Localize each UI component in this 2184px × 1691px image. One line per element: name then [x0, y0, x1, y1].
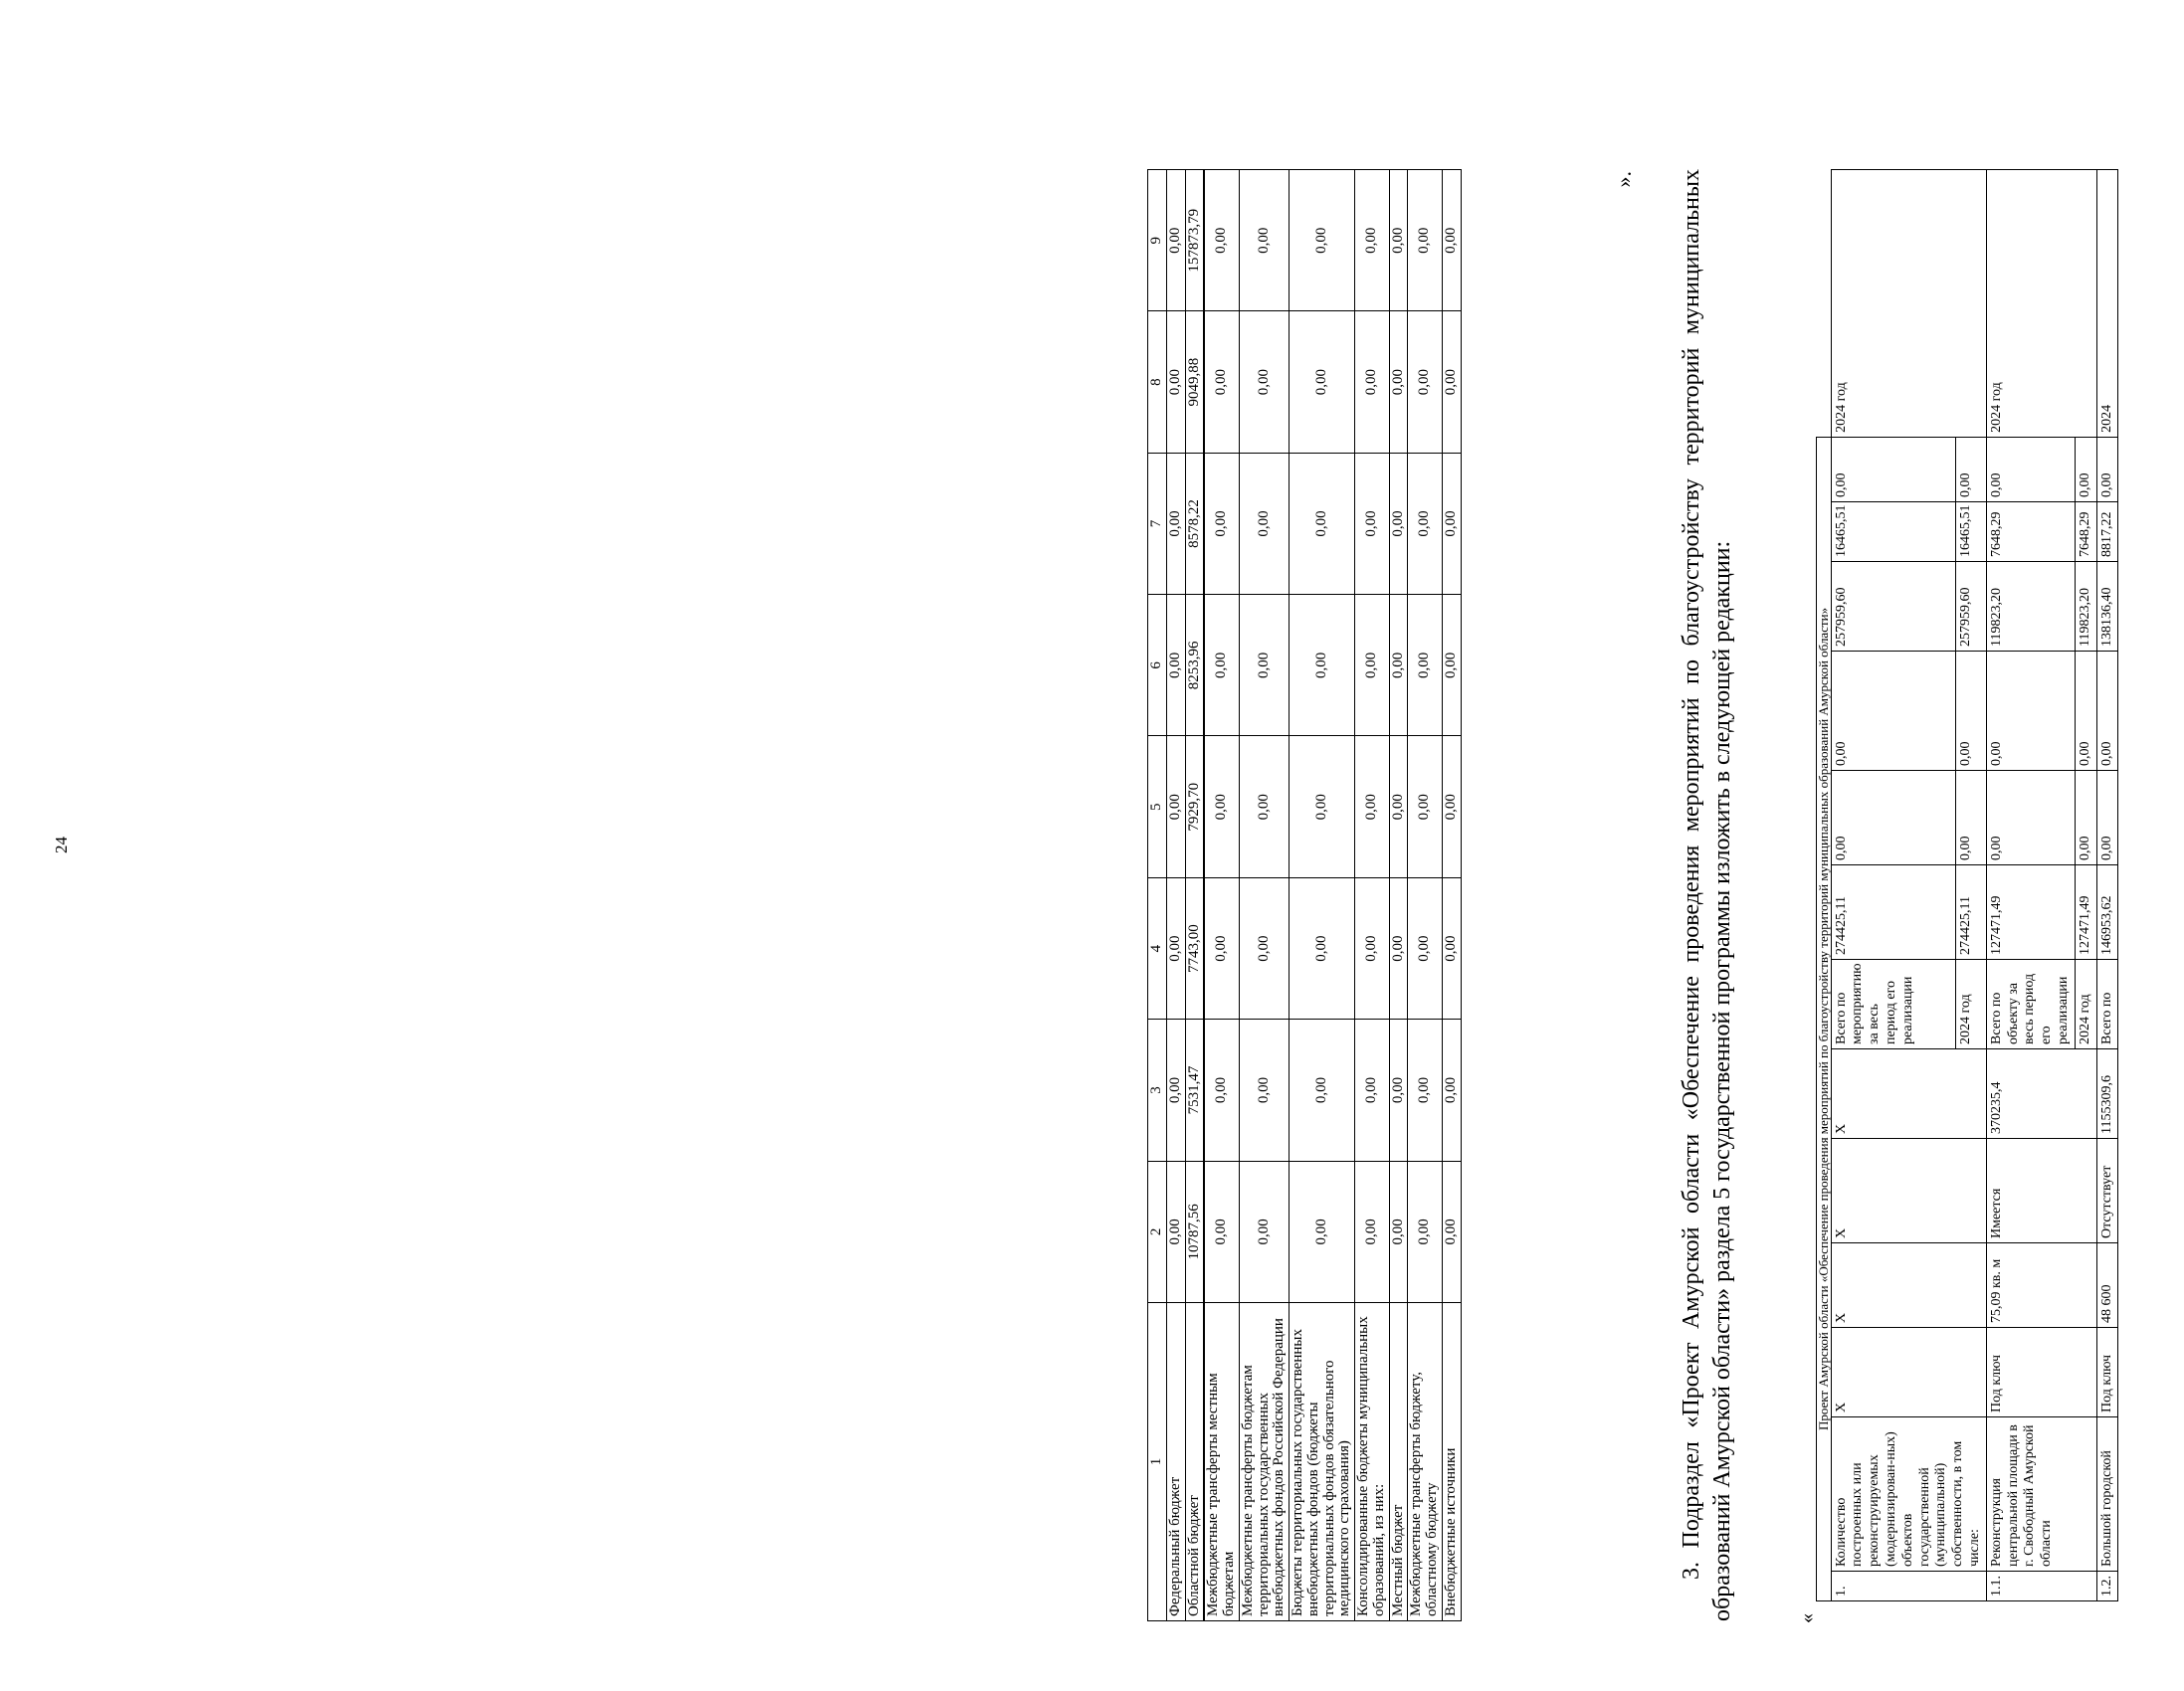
value-cell: 0,00 — [1442, 595, 1461, 736]
value-cell: 0,00 — [1204, 170, 1239, 311]
table-row — [1355, 170, 1390, 1621]
value-cell: 0,00 — [1389, 453, 1408, 594]
year-cell: 2024 — [2096, 170, 2118, 438]
value-cell: 0,00 — [1831, 771, 1955, 865]
row-number: 1.2. — [2096, 1572, 2118, 1601]
table-row — [1239, 170, 1289, 1621]
value-cell: 0,00 — [1389, 877, 1408, 1019]
value-cell: 16465,51 — [1831, 502, 1955, 562]
value-cell: 0,00 — [1204, 1161, 1239, 1302]
value-cell: 0,00 — [1239, 311, 1289, 453]
opening-quote: « — [1796, 1613, 1818, 1623]
value-cell: 0,00 — [1355, 311, 1390, 453]
cell-c6: 370235,4 — [1986, 1049, 2096, 1139]
row-label: Внебюджетные источники — [1442, 1303, 1461, 1621]
value-cell: 7648,29 — [1986, 502, 2075, 562]
sub-label: Всего по мероприятию за весь период его реализации — [1831, 960, 1955, 1049]
value-cell: 0,00 — [2075, 652, 2096, 771]
cell-c5: Х — [1831, 1139, 1986, 1243]
header-cell: 8 — [1148, 311, 1167, 453]
value-cell: 0,00 — [1408, 453, 1443, 594]
value-cell: 0,00 — [1956, 771, 1987, 865]
sub-label: Всего по — [2096, 960, 2118, 1049]
value-cell: 157873,79 — [1185, 170, 1204, 311]
row-label: Федеральный бюджет — [1166, 1303, 1185, 1621]
table-row — [1408, 170, 1443, 1621]
cell-c6: Х — [1831, 1049, 1986, 1139]
cell-c5: Отсутствует — [2096, 1139, 2118, 1243]
value-cell: 0,00 — [1166, 170, 1185, 311]
cell-c5: Имеется — [1986, 1139, 2096, 1243]
value-cell: 0,00 — [1239, 595, 1289, 736]
value-cell: 257959,60 — [1956, 562, 1987, 652]
value-cell: 146953,62 — [2096, 865, 2118, 960]
amendment-paragraph — [1677, 169, 1737, 1621]
value-cell: 0,00 — [1408, 1020, 1443, 1161]
row-name: Количество построенных или реконструируемых (модернизирован-ных) объектов государственной (муниципальной) собственности, в том числе: — [1831, 1417, 1986, 1572]
value-cell: 0,00 — [1355, 453, 1390, 594]
row-label: Межбюджетные трансферты местным бюджетам — [1204, 1303, 1239, 1621]
year-cell: 2024 год — [1986, 170, 2096, 438]
row-label: Межбюджетные трансферты бюджету, областному бюджету — [1408, 1303, 1443, 1621]
value-cell: 0,00 — [1204, 877, 1239, 1019]
value-cell: 0,00 — [1204, 736, 1239, 877]
value-cell: 0,00 — [1290, 877, 1355, 1019]
value-cell: 0,00 — [1389, 1020, 1408, 1161]
value-cell: 0,00 — [1408, 595, 1443, 736]
header-cell: 5 — [1148, 736, 1167, 877]
value-cell: 7743,00 — [1185, 877, 1204, 1019]
header-cell: 3 — [1148, 1020, 1167, 1161]
row-name: Реконструкция центральной площади в г. Свободный Амурской области — [1986, 1417, 2096, 1572]
value-cell: 0,00 — [1290, 736, 1355, 877]
table-row — [1166, 170, 1185, 1621]
value-cell: 0,00 — [1442, 311, 1461, 453]
value-cell: 0,00 — [1355, 595, 1390, 736]
value-cell: 0,00 — [1166, 595, 1185, 736]
value-cell: 0,00 — [1408, 311, 1443, 453]
value-cell: 16465,51 — [1956, 502, 1987, 562]
value-cell: 0,00 — [1239, 736, 1289, 877]
page-number: 24 — [52, 837, 71, 853]
value-cell: 0,00 — [1389, 170, 1408, 311]
value-cell: 8817,22 — [2096, 502, 2118, 562]
value-cell: 0,00 — [1831, 652, 1955, 771]
value-cell: 0,00 — [1389, 1161, 1408, 1302]
value-cell: 0,00 — [2096, 652, 2118, 771]
value-cell: 274425,11 — [1956, 865, 1987, 960]
paragraph-text: 3. Подраздел «Проект Амурской области «Обеспечение проведения мероприятий по благоустройству территорий муниципальных образований Амурской области» раздела 5 государственной программы изложить в следующей редакции: — [1679, 169, 1735, 1621]
rotated-page-content — [1139, 159, 2184, 1631]
header-cell: 6 — [1148, 595, 1167, 736]
cell-c4: 48 600 — [2096, 1243, 2118, 1328]
table-row — [1204, 170, 1239, 1621]
value-cell: 0,00 — [1166, 1020, 1185, 1161]
value-cell: 0,00 — [1166, 453, 1185, 594]
value-cell: 127471,49 — [1986, 865, 2075, 960]
value-cell: 0,00 — [1290, 453, 1355, 594]
value-cell: 8578,22 — [1185, 453, 1204, 594]
value-cell: 0,00 — [1408, 736, 1443, 877]
cell-c3: Х — [1831, 1328, 1986, 1417]
value-cell: 0,00 — [1355, 170, 1390, 311]
value-cell: 274425,11 — [1831, 865, 1955, 960]
sub-label: 2024 год — [2075, 960, 2096, 1049]
value-cell: 0,00 — [1239, 453, 1289, 594]
value-cell: 0,00 — [1389, 595, 1408, 736]
value-cell: 0,00 — [1442, 170, 1461, 311]
value-cell: 0,00 — [2096, 771, 2118, 865]
value-cell: 0,00 — [1355, 736, 1390, 877]
value-cell: 0,00 — [1290, 311, 1355, 453]
header-cell: 7 — [1148, 453, 1167, 594]
value-cell: 0,00 — [1204, 311, 1239, 453]
value-cell: 0,00 — [1408, 877, 1443, 1019]
value-cell: 0,00 — [1166, 1161, 1185, 1302]
value-cell: 119823,20 — [2075, 562, 2096, 652]
value-cell: 0,00 — [2075, 437, 2096, 501]
cell-c3: Под ключ — [2096, 1328, 2118, 1417]
row-number: 1. — [1831, 1572, 1986, 1601]
table-row — [1290, 170, 1355, 1621]
value-cell: 9049,88 — [1185, 311, 1204, 453]
cell-c6: 1155309,6 — [2096, 1049, 2118, 1139]
value-cell: 0,00 — [1290, 170, 1355, 311]
cell-c4: 75,09 кв. м — [1986, 1243, 2096, 1328]
value-cell: 0,00 — [1442, 736, 1461, 877]
header-cell: 2 — [1148, 1161, 1167, 1302]
closing-quote: ». — [1611, 171, 1636, 188]
table-row — [1986, 170, 2075, 1601]
budget-table — [1147, 169, 1462, 1621]
project-table — [1816, 169, 2118, 1601]
table-caption: Проект Амурской области «Обеспечение проведения мероприятий по благоустройству территорий муниципальных образований Амурской области» — [1817, 437, 1832, 1600]
row-number: 1.1. — [1986, 1572, 2096, 1601]
value-cell: 0,00 — [1166, 736, 1185, 877]
sub-label: 2024 год — [1956, 960, 1987, 1049]
value-cell: 0,00 — [1355, 877, 1390, 1019]
row-label: Местный бюджет — [1389, 1303, 1408, 1621]
value-cell: 10787,56 — [1185, 1161, 1204, 1302]
table-row — [1442, 170, 1461, 1621]
value-cell: 0,00 — [1442, 1161, 1461, 1302]
table-row — [1185, 170, 1204, 1621]
value-cell: 7648,29 — [2075, 502, 2096, 562]
row-label: Бюджеты территориальных государственных внебюджетных фондов (бюджеты территориальных фондов обязательного медицинского страхования) — [1290, 1303, 1355, 1621]
value-cell: 0,00 — [1389, 311, 1408, 453]
value-cell: 7531,47 — [1185, 1020, 1204, 1161]
value-cell: 127471,49 — [2075, 865, 2096, 960]
header-cell: 4 — [1148, 877, 1167, 1019]
value-cell: 0,00 — [1290, 1020, 1355, 1161]
value-cell: 0,00 — [1831, 437, 1955, 501]
value-cell: 0,00 — [1204, 595, 1239, 736]
value-cell: 0,00 — [1442, 877, 1461, 1019]
table-row — [1831, 170, 1955, 1601]
header-cell: 1 — [1148, 1303, 1167, 1621]
value-cell: 0,00 — [1204, 1020, 1239, 1161]
header-cell: 9 — [1148, 170, 1167, 311]
value-cell: 0,00 — [1166, 311, 1185, 453]
value-cell: 0,00 — [1239, 1020, 1289, 1161]
row-label: Консолидированные бюджеты муниципальных образований, из них: — [1355, 1303, 1390, 1621]
row-name: Большой городской — [2096, 1417, 2118, 1572]
table-row — [1389, 170, 1408, 1621]
row-label: Областной бюджет — [1185, 1303, 1204, 1621]
value-cell: 8253,96 — [1185, 595, 1204, 736]
value-cell: 0,00 — [1408, 1161, 1443, 1302]
value-cell: 0,00 — [1239, 877, 1289, 1019]
value-cell: 0,00 — [1166, 877, 1185, 1019]
value-cell: 0,00 — [1442, 453, 1461, 594]
value-cell: 0,00 — [1956, 652, 1987, 771]
value-cell: 0,00 — [2096, 437, 2118, 501]
value-cell: 138136,40 — [2096, 562, 2118, 652]
row-label: Межбюджетные трансферты бюджетам территориальных государственных внебюджетных фондов Российской Федерации — [1239, 1303, 1289, 1621]
value-cell: 0,00 — [1355, 1161, 1390, 1302]
table-row — [2096, 170, 2118, 1601]
value-cell: 0,00 — [1290, 595, 1355, 736]
value-cell: 0,00 — [1355, 1020, 1390, 1161]
value-cell: 0,00 — [1204, 453, 1239, 594]
value-cell: 257959,60 — [1831, 562, 1955, 652]
value-cell: 0,00 — [1956, 437, 1987, 501]
cell-c4: Х — [1831, 1243, 1986, 1328]
cell-c3: Под ключ — [1986, 1328, 2096, 1417]
value-cell: 0,00 — [1986, 771, 2075, 865]
value-cell: 0,00 — [1290, 1161, 1355, 1302]
year-cell: 2024 год — [1831, 170, 1986, 438]
value-cell: 0,00 — [1986, 652, 2075, 771]
value-cell: 119823,20 — [1986, 562, 2075, 652]
value-cell: 0,00 — [1986, 437, 2075, 501]
value-cell: 0,00 — [2075, 771, 2096, 865]
value-cell: 7929,70 — [1185, 736, 1204, 877]
value-cell: 0,00 — [1408, 170, 1443, 311]
sub-label: Всего по объекту за весь период его реализации — [1986, 960, 2075, 1049]
value-cell: 0,00 — [1442, 1020, 1461, 1161]
value-cell: 0,00 — [1239, 1161, 1289, 1302]
value-cell: 0,00 — [1389, 736, 1408, 877]
value-cell: 0,00 — [1239, 170, 1289, 311]
